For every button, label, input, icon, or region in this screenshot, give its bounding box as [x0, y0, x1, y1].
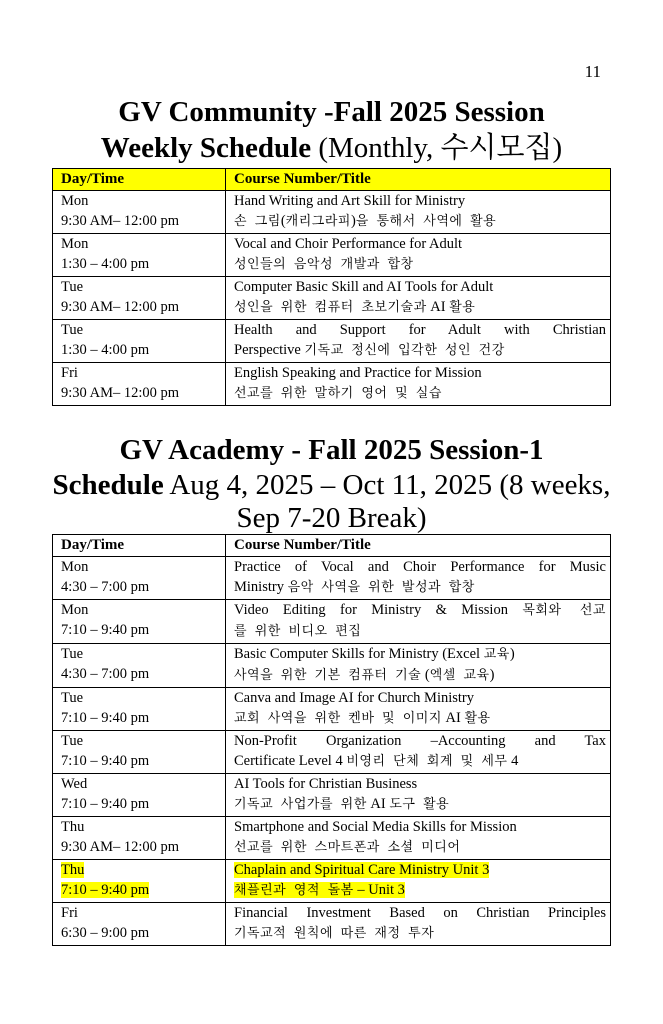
course-title-line1: AI Tools for Christian Business [234, 775, 418, 792]
day-label: Tue [61, 732, 84, 749]
course-title-en: English Speaking and Practice for Mission [234, 364, 482, 381]
time-label: 4:30 – 7:00 pm [61, 666, 150, 682]
time-label: 7:10 – 9:40 pm [61, 710, 150, 726]
course-cell [226, 859, 611, 902]
time-label: 7:10 – 9:40 pm [61, 796, 150, 812]
course-title-en: Vocal and Choir Performance for Adult [234, 235, 463, 252]
header-course: Course Number/Title [226, 169, 611, 191]
table-row [53, 362, 611, 405]
course-cell [226, 319, 611, 362]
course-title-line2: 기독교 사업가를 위한 AI 도구 활용 [234, 796, 450, 812]
header-course: Course Number/Title [226, 535, 611, 557]
table-row [53, 556, 611, 599]
weekly-schedule-table [52, 168, 611, 406]
course-cell [226, 816, 611, 859]
course-cell [226, 643, 611, 687]
section2-title-line1: GV Academy - Fall 2025 Session-1 [119, 434, 544, 466]
day-time-cell [53, 859, 226, 902]
course-title-line2: Certificate Level 4 비영리 단체 회계 및 세무 4 [234, 753, 519, 769]
section2-title-line2 [0, 469, 663, 502]
course-cell [226, 687, 611, 730]
day-time-cell [53, 233, 226, 276]
course-title-en: Health and Support for Adult with Christian [234, 321, 606, 338]
table-row [53, 902, 611, 945]
time-label: 1:30 – 4:00 pm [61, 342, 150, 358]
day-label: Wed [61, 775, 88, 792]
course-title-line2: 기독교적 원칙에 따른 재정 투자 [234, 926, 435, 941]
section2-title-line3: Sep 7-20 Break) [236, 502, 427, 534]
course-title-line2: 를 위한 비디오 편집 [234, 624, 362, 639]
page-number: 11 [584, 62, 601, 81]
time-label: 6:30 – 9:00 pm [61, 925, 150, 941]
time-label: 7:10 – 9:40 pm [61, 622, 150, 638]
day-label: Fri [61, 904, 78, 921]
section2-title-bold: Schedule [52, 469, 164, 501]
course-title-line2: Ministry 음악 사역을 위한 발성과 합창 [234, 579, 475, 595]
table-row [53, 687, 611, 730]
day-label: Mon [61, 235, 89, 252]
course-title-line1: Practice of Vocal and Choir Performance for Music [234, 558, 606, 575]
day-time-cell [53, 902, 226, 945]
course-title-line1: Basic Computer Skills for Ministry (Excel 교육) [234, 645, 515, 662]
table-row [53, 730, 611, 773]
day-time-cell [53, 319, 226, 362]
day-time-cell [53, 643, 226, 687]
academy-schedule-table [52, 534, 611, 946]
day-time-cell [53, 362, 226, 405]
day-label: Tue [61, 645, 84, 662]
course-cell [226, 599, 611, 643]
table-row [53, 859, 611, 902]
day-label: Tue [61, 278, 84, 295]
course-cell [226, 730, 611, 773]
course-title-ko: 손 그림(캐리그라피)을 통해서 사역에 활용 [234, 213, 497, 229]
course-title-ko: 선교를 위한 말하기 영어 및 실습 [234, 386, 442, 401]
time-label: 9:30 AM– 12:00 pm [61, 213, 180, 229]
day-time-cell [53, 190, 226, 233]
course-title-line1: Financial Investment Based on Christian Principles [234, 904, 606, 921]
table-header-row [53, 169, 611, 191]
day-time-cell [53, 276, 226, 319]
section1-title-bold: Weekly Schedule [100, 132, 312, 164]
course-title-en: Computer Basic Skill and AI Tools for Adult [234, 278, 494, 295]
course-cell [226, 362, 611, 405]
day-label: Tue [61, 321, 84, 338]
course-title-line2: 선교를 위한 스마트폰과 소셜 미디어 [234, 840, 461, 855]
day-label: Tue [61, 689, 84, 706]
time-label: 1:30 – 4:00 pm [61, 256, 150, 272]
header-day-time: Day/Time [53, 169, 226, 191]
day-time-cell [53, 687, 226, 730]
section1-title-line1: GV Community -Fall 2025 Session [118, 96, 545, 128]
course-title-ko: 성인을 위한 컴퓨터 초보기술과 AI 활용 [234, 299, 476, 315]
course-title-line1: Smartphone and Social Media Skills for Mission [234, 818, 517, 835]
time-label: 9:30 AM– 12:00 pm [61, 299, 180, 315]
course-title-en: Hand Writing and Art Skill for Ministry [234, 192, 466, 209]
table-row [53, 319, 611, 362]
day-time-cell [53, 773, 226, 816]
course-cell [226, 773, 611, 816]
course-cell [226, 902, 611, 945]
table-row [53, 599, 611, 643]
course-title-line2: 채플린과 영적 돌봄 – Unit 3 [234, 882, 405, 898]
section2-title-normal: Aug 4, 2025 – Oct 11, 2025 (8 weeks, [163, 469, 611, 501]
day-time-cell [53, 730, 226, 773]
day-time-cell [53, 599, 226, 643]
time-label: 7:10 – 9:40 pm [61, 753, 150, 769]
section1-title-normal: (Monthly, 수시모집) [311, 132, 563, 164]
course-title-line1: Non-Profit Organization –Accounting and Tax [234, 732, 606, 749]
course-cell [226, 556, 611, 599]
table-row [53, 816, 611, 859]
course-title-line1: Chaplain and Spiritual Care Ministry Unit 3 [234, 861, 490, 878]
course-title-line1: Canva and Image AI for Church Ministry [234, 689, 475, 706]
course-title-line1: Video Editing for Ministry & Mission 목회와 선교 [234, 601, 606, 618]
table-header-row [53, 535, 611, 557]
section1-title-line2 [0, 132, 663, 165]
header-day-time: Day/Time [53, 535, 226, 557]
table-row [53, 190, 611, 233]
course-title-line2: 사역을 위한 기본 컴퓨터 기술 (엑셀 교육) [234, 667, 495, 683]
time-label: 9:30 AM– 12:00 pm [61, 385, 180, 401]
table-row [53, 773, 611, 816]
day-label: Thu [61, 818, 85, 835]
day-time-cell [53, 816, 226, 859]
table-row [53, 643, 611, 687]
day-label: Mon [61, 558, 89, 575]
day-label: Fri [61, 364, 78, 381]
table-row [53, 233, 611, 276]
course-cell [226, 190, 611, 233]
day-label: Thu [61, 861, 85, 878]
day-time-cell [53, 556, 226, 599]
table-row [53, 276, 611, 319]
course-cell [226, 276, 611, 319]
time-label: 9:30 AM– 12:00 pm [61, 839, 180, 855]
day-label: Mon [61, 192, 89, 209]
course-title-ko: 성인들의 음악성 개발과 합창 [234, 257, 414, 272]
time-label: 7:10 – 9:40 pm [61, 882, 150, 898]
course-cell [226, 233, 611, 276]
day-label: Mon [61, 601, 89, 618]
time-label: 4:30 – 7:00 pm [61, 579, 150, 595]
course-title-ko: Perspective 기독교 정신에 입각한 성인 건강 [234, 342, 505, 358]
course-title-line2: 교회 사역을 위한 켄바 및 이미지 AI 활용 [234, 710, 491, 726]
